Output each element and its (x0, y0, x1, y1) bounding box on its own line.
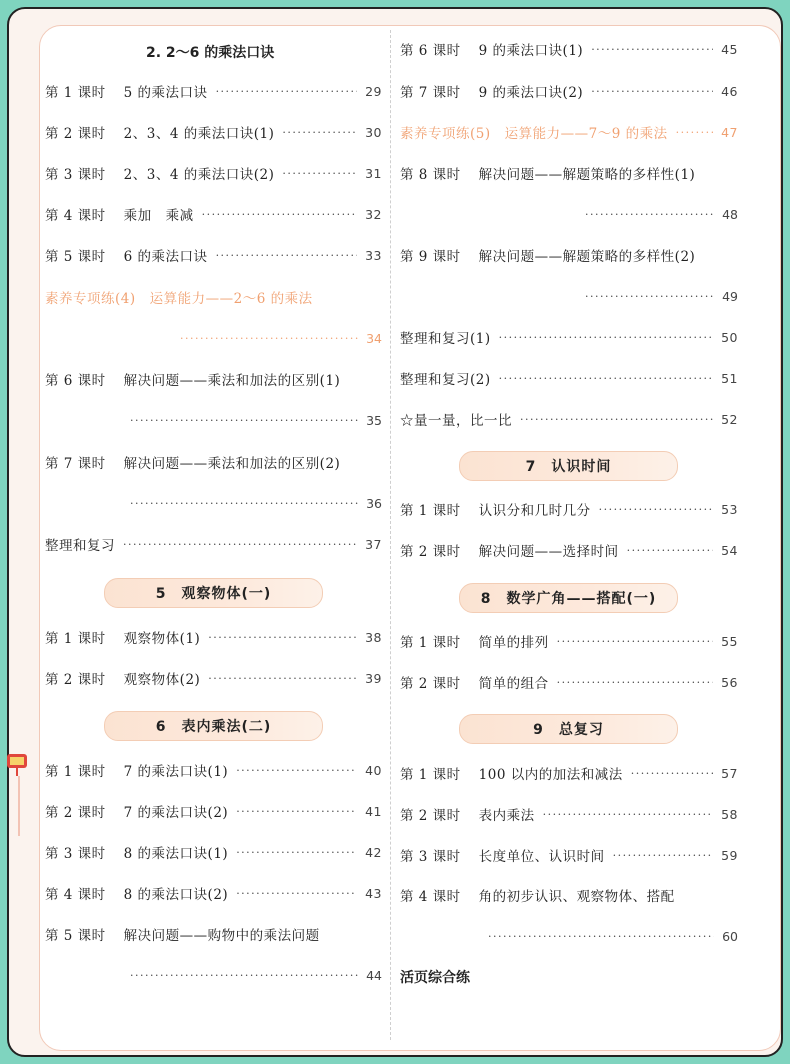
entry-title: 素养专项练(5) 运算能力——7～9 的乘法 (400, 126, 668, 142)
leader-dots (130, 497, 358, 510)
entry-title: 解决问题——购物中的乘法问题 (123, 928, 320, 944)
toc-continuation[interactable] (180, 327, 382, 349)
toc-continuation[interactable] (488, 925, 738, 947)
entry-title: 简单的组合 (478, 676, 549, 692)
toc-entry[interactable] (45, 800, 382, 822)
entry-title: 8 的乘法口诀(1) (123, 846, 229, 862)
toc-entry[interactable] (400, 630, 738, 652)
page-number: 47 (721, 124, 738, 140)
leader-dots (613, 849, 713, 862)
unit-header[interactable]: 8 数学广角——搭配(一) (459, 583, 678, 613)
page-number: 35 (366, 412, 382, 428)
page-number: 52 (721, 411, 738, 427)
entry-title: 长度单位、认识时间 (478, 849, 605, 865)
entry-title: 2、3、4 的乘法口诀(1) (123, 126, 275, 142)
lesson-label: 第 1 课时 (400, 635, 461, 651)
page-number: 29 (365, 83, 382, 99)
page-number: 49 (722, 288, 738, 304)
entry-title: 解决问题——选择时间 (478, 544, 619, 560)
lesson-label: 第 2 课时 (45, 126, 106, 142)
leader-dots (557, 635, 713, 648)
lesson-label: 第 2 课时 (400, 808, 461, 824)
lesson-label: 第 7 课时 (45, 456, 106, 472)
toc-entry[interactable] (400, 408, 738, 430)
loose-leaf-title[interactable]: 活页综合练 (400, 970, 470, 986)
page-number: 44 (366, 967, 382, 983)
lesson-label: 第 1 课时 (45, 631, 106, 647)
page-number: 40 (365, 762, 382, 778)
leader-dots (208, 631, 357, 644)
toc-entry[interactable] (45, 80, 382, 102)
lesson-label: 第 8 课时 (400, 167, 461, 183)
page-number: 48 (722, 206, 738, 222)
toc-entry[interactable] (45, 667, 382, 689)
entry-title: 解决问题——乘法和加法的区别(2) (123, 456, 341, 472)
toc-entry[interactable] (45, 626, 382, 648)
toc-entry[interactable] (400, 38, 738, 60)
unit-header[interactable]: 5 观察物体(一) (104, 578, 323, 608)
toc-entry[interactable] (400, 80, 738, 102)
toc-entry[interactable] (45, 244, 382, 266)
entry-title: 解决问题——解题策略的多样性(2) (478, 249, 696, 265)
toc-entry[interactable] (400, 244, 738, 266)
toc-entry[interactable] (45, 923, 382, 945)
toc-continuation[interactable] (585, 203, 738, 225)
toc-entry[interactable] (400, 539, 738, 561)
entry-title: 表内乘法 (478, 808, 535, 824)
toc-entry[interactable] (400, 162, 738, 184)
page-number: 56 (721, 674, 738, 690)
entry-title: ☆量一量，比一比 (400, 413, 512, 429)
toc-entry[interactable] (45, 121, 382, 143)
page-number: 31 (365, 165, 382, 181)
page-number: 30 (365, 124, 382, 140)
lantern-icon (6, 752, 28, 776)
page-number: 58 (721, 806, 738, 822)
leader-dots (236, 805, 357, 818)
leader-dots (676, 126, 714, 139)
leader-dots (208, 672, 357, 685)
page-number: 39 (365, 670, 382, 686)
leader-dots (499, 372, 713, 385)
lesson-label: 第 9 课时 (400, 249, 461, 265)
entry-title: 8 的乘法口诀(2) (123, 887, 229, 903)
leader-dots (236, 887, 357, 900)
lesson-label: 第 5 课时 (45, 928, 106, 944)
section-title: 2. 2～6 的乘法口诀 (146, 45, 275, 61)
toc-entry[interactable] (45, 841, 382, 863)
page-number: 43 (365, 885, 382, 901)
toc-entry[interactable] (45, 451, 382, 473)
entry-title: 6 的乘法口诀 (123, 249, 208, 265)
leader-dots (180, 332, 358, 345)
leader-dots (585, 208, 714, 221)
entry-title: 整理和复习(1) (400, 331, 491, 347)
lesson-label: 第 4 课时 (400, 889, 461, 905)
entry-title: 7 的乘法口诀(1) (123, 764, 229, 780)
toc-entry[interactable] (400, 803, 738, 825)
entry-title: 观察物体(1) (123, 631, 201, 647)
leader-dots (543, 808, 713, 821)
toc-entry[interactable] (400, 762, 738, 784)
entry-title: 整理和复习 (45, 538, 115, 554)
page-number: 38 (365, 629, 382, 645)
page-number: 55 (721, 633, 738, 649)
leader-dots (236, 764, 357, 777)
toc-entry[interactable] (400, 671, 738, 693)
page-number: 36 (366, 495, 382, 511)
entry-title: 9 的乘法口诀(1) (478, 43, 584, 59)
lesson-label: 第 3 课时 (45, 167, 106, 183)
entry-title: 9 的乘法口诀(2) (478, 85, 584, 101)
unit-header[interactable]: 6 表内乘法(二) (104, 711, 323, 741)
toc-entry[interactable] (400, 844, 738, 866)
toc-continuation[interactable] (130, 492, 382, 514)
entry-title: 7 的乘法口诀(2) (123, 805, 229, 821)
page-number: 32 (365, 206, 382, 222)
special-practice-entry[interactable] (400, 121, 738, 143)
lesson-label: 第 4 课时 (45, 208, 106, 224)
unit-header[interactable]: 9 总复习 (459, 714, 678, 744)
entry-title: 2、3、4 的乘法口诀(2) (123, 167, 275, 183)
page-number: 34 (366, 330, 382, 346)
entry-title: 5 的乘法口诀 (123, 85, 208, 101)
lesson-label: 第 3 课时 (45, 846, 106, 862)
entry-title: 乘加 乘减 (123, 208, 194, 224)
toc-entry[interactable] (45, 759, 382, 781)
page-number: 45 (721, 41, 738, 57)
toc-continuation[interactable] (130, 964, 382, 986)
page-number: 57 (721, 765, 738, 781)
toc-continuation[interactable] (130, 409, 382, 431)
lesson-label: 第 1 课时 (400, 767, 461, 783)
page-number: 41 (365, 803, 382, 819)
page-number: 37 (365, 536, 382, 552)
unit-header[interactable]: 7 认识时间 (459, 451, 678, 481)
leader-dots (627, 544, 713, 557)
toc-entry[interactable] (45, 162, 382, 184)
page-number: 51 (721, 370, 738, 386)
entry-title: 素养专项练(4) 运算能力——2～6 的乘法 (45, 291, 313, 307)
page-number: 53 (721, 501, 738, 517)
page-number: 60 (722, 928, 738, 944)
ribbon-decoration (18, 776, 20, 836)
lesson-label: 第 4 课时 (45, 887, 106, 903)
leader-dots (599, 503, 713, 516)
entry-title: 100 以内的加法和减法 (478, 767, 623, 783)
entry-title: 观察物体(2) (123, 672, 201, 688)
leader-dots (216, 85, 358, 98)
toc-entry[interactable] (400, 326, 738, 348)
entry-title: 解决问题——解题策略的多样性(1) (478, 167, 696, 183)
leader-dots (236, 846, 357, 859)
leader-dots (631, 767, 713, 780)
page-number: 59 (721, 847, 738, 863)
leader-dots (216, 249, 358, 262)
lesson-label: 第 7 课时 (400, 85, 461, 101)
special-practice-title[interactable] (45, 286, 382, 308)
leader-dots (130, 414, 358, 427)
entry-title: 解决问题——乘法和加法的区别(1) (123, 373, 341, 389)
entry-title: 认识分和几时几分 (478, 503, 591, 519)
lesson-label: 第 2 课时 (400, 544, 461, 560)
leader-dots (591, 85, 713, 98)
lesson-label: 第 3 课时 (400, 849, 461, 865)
toc-entry[interactable] (45, 368, 382, 390)
toc-entry[interactable] (400, 498, 738, 520)
toc-entry[interactable] (45, 882, 382, 904)
page-number: 50 (721, 329, 738, 345)
lesson-label: 第 2 课时 (400, 676, 461, 692)
leader-dots (585, 290, 714, 303)
leader-dots (202, 208, 357, 221)
toc-continuation[interactable] (585, 285, 738, 307)
leader-dots (520, 413, 713, 426)
toc-entry[interactable] (400, 367, 738, 389)
page-number: 33 (365, 247, 382, 263)
toc-entry[interactable] (45, 203, 382, 225)
leader-dots (123, 538, 357, 551)
leader-dots (282, 167, 357, 180)
lesson-label: 第 1 课时 (45, 85, 106, 101)
lesson-label: 第 2 课时 (45, 672, 106, 688)
leader-dots (282, 126, 357, 139)
lesson-label: 第 1 课时 (400, 503, 461, 519)
lesson-label: 第 2 课时 (45, 805, 106, 821)
entry-title: 简单的排列 (478, 635, 549, 651)
leader-dots (557, 676, 713, 689)
entry-title: 整理和复习(2) (400, 372, 491, 388)
lesson-label: 第 6 课时 (45, 373, 106, 389)
lesson-label: 第 1 课时 (45, 764, 106, 780)
leader-dots (130, 969, 358, 982)
page-number: 46 (721, 83, 738, 99)
column-divider (390, 30, 391, 1040)
leader-dots (488, 930, 714, 943)
leader-dots (591, 43, 713, 56)
page-number: 42 (365, 844, 382, 860)
lesson-label: 第 5 课时 (45, 249, 106, 265)
toc-entry[interactable] (400, 884, 738, 906)
leader-dots (499, 331, 713, 344)
lesson-label: 第 6 课时 (400, 43, 461, 59)
page-number: 54 (721, 542, 738, 558)
entry-title: 角的初步认识、观察物体、搭配 (478, 889, 675, 905)
toc-entry[interactable] (45, 533, 382, 555)
